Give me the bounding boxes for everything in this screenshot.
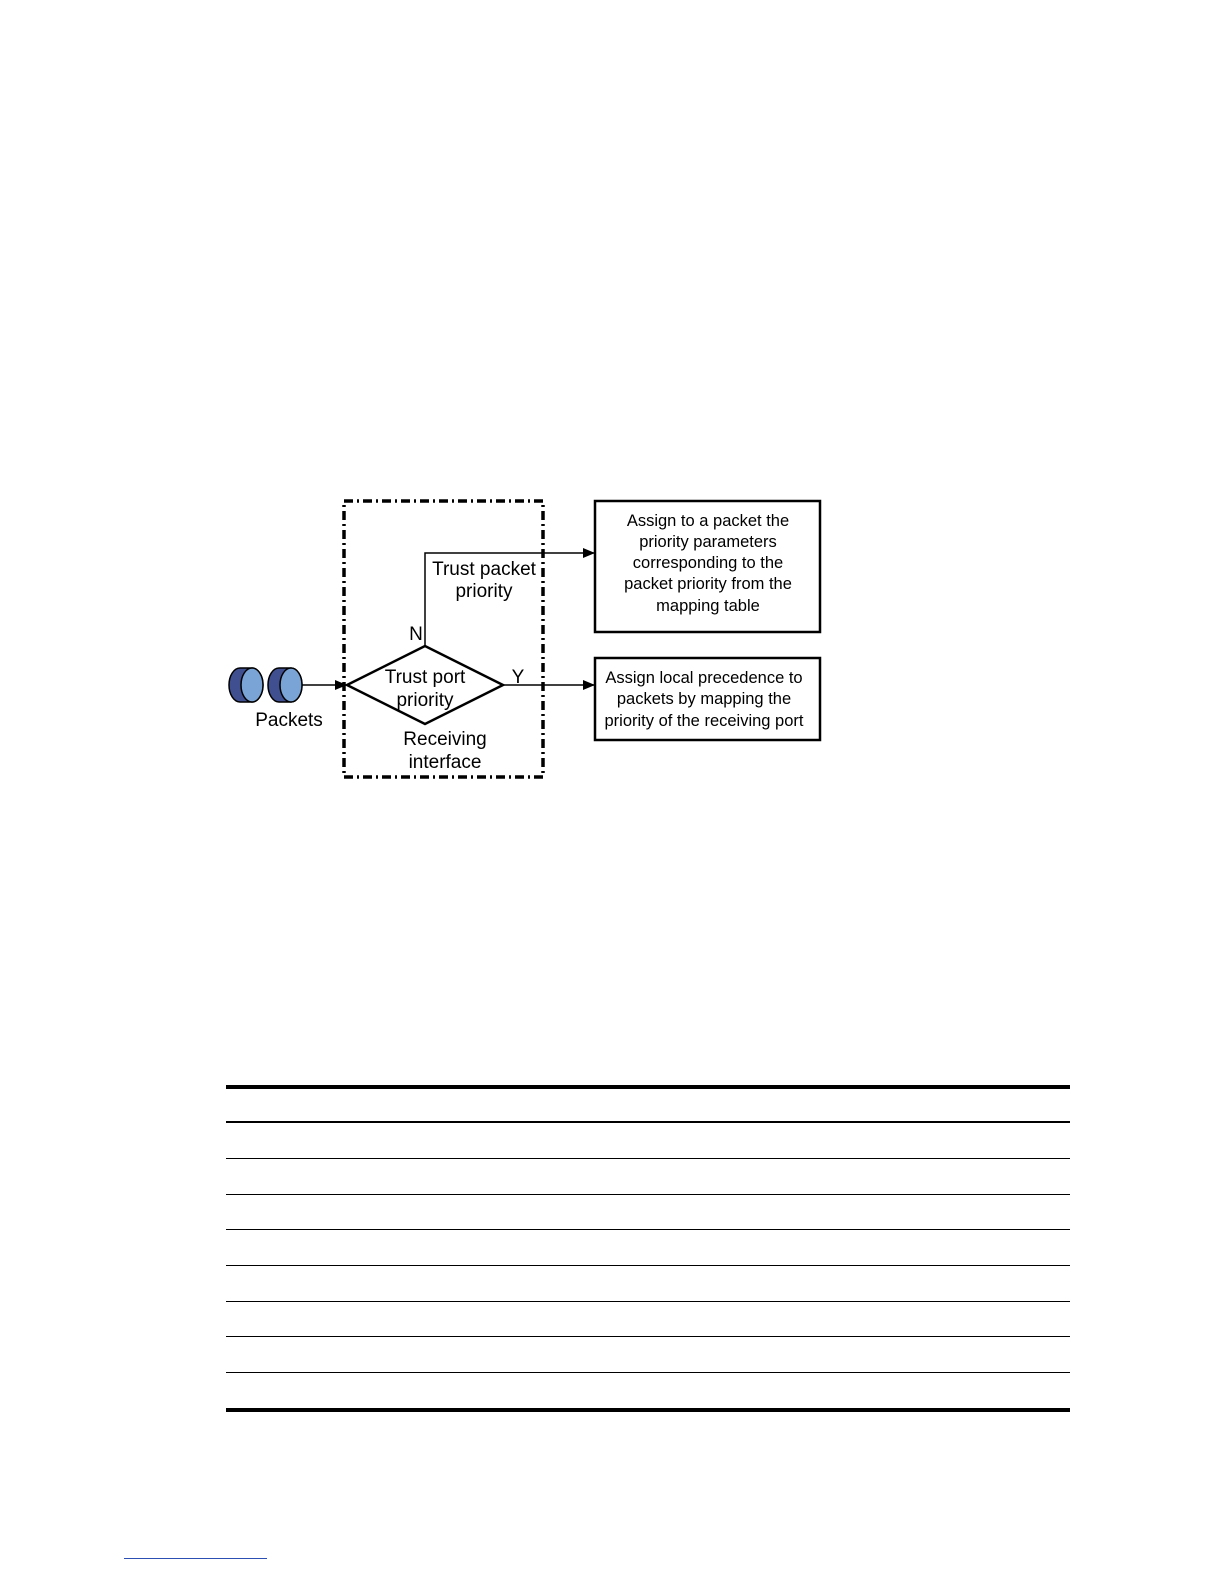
packets-icon — [229, 668, 302, 702]
footer-link-underline[interactable] — [124, 1558, 267, 1559]
port-priority-box-line2: packets by mapping the — [616, 690, 792, 708]
packet-priority-box-line4: packet priority from the — [624, 575, 792, 593]
packet-priority-box-line3: corresponding to the — [632, 554, 784, 572]
port-priority-box-line1: Assign local precedence to — [605, 669, 803, 687]
trust-packet-priority-label-line2: priority — [455, 581, 513, 602]
receiving-interface-label-line1: Receiving — [403, 729, 487, 750]
table-row-rule — [226, 1265, 1070, 1266]
decision-label-line1: Trust port — [384, 667, 466, 688]
packets-label: Packets — [255, 710, 323, 731]
branch-no-label: N — [409, 624, 423, 645]
table-row-rule — [226, 1372, 1070, 1373]
table-top-rule — [226, 1085, 1070, 1089]
table-header-rule — [226, 1121, 1070, 1123]
table-bottom-rule — [226, 1408, 1070, 1412]
receiving-interface-label-line2: interface — [408, 752, 482, 773]
branch-yes-label: Y — [511, 667, 525, 688]
port-priority-box-line3: priority of the receiving port — [604, 712, 804, 730]
packet-priority-box-line2: priority parameters — [639, 533, 777, 551]
packet-priority-box-line5: mapping table — [656, 597, 760, 615]
decision-label-line2: priority — [396, 690, 454, 711]
table-row-rule — [226, 1229, 1070, 1230]
packet-priority-box-line1: Assign to a packet the — [626, 512, 790, 530]
trust-packet-priority-label-line1: Trust packet — [432, 559, 536, 580]
table-row-rule — [226, 1301, 1070, 1302]
table-row-rule — [226, 1194, 1070, 1195]
table-row-rule — [226, 1158, 1070, 1159]
table-row-rule — [226, 1336, 1070, 1337]
